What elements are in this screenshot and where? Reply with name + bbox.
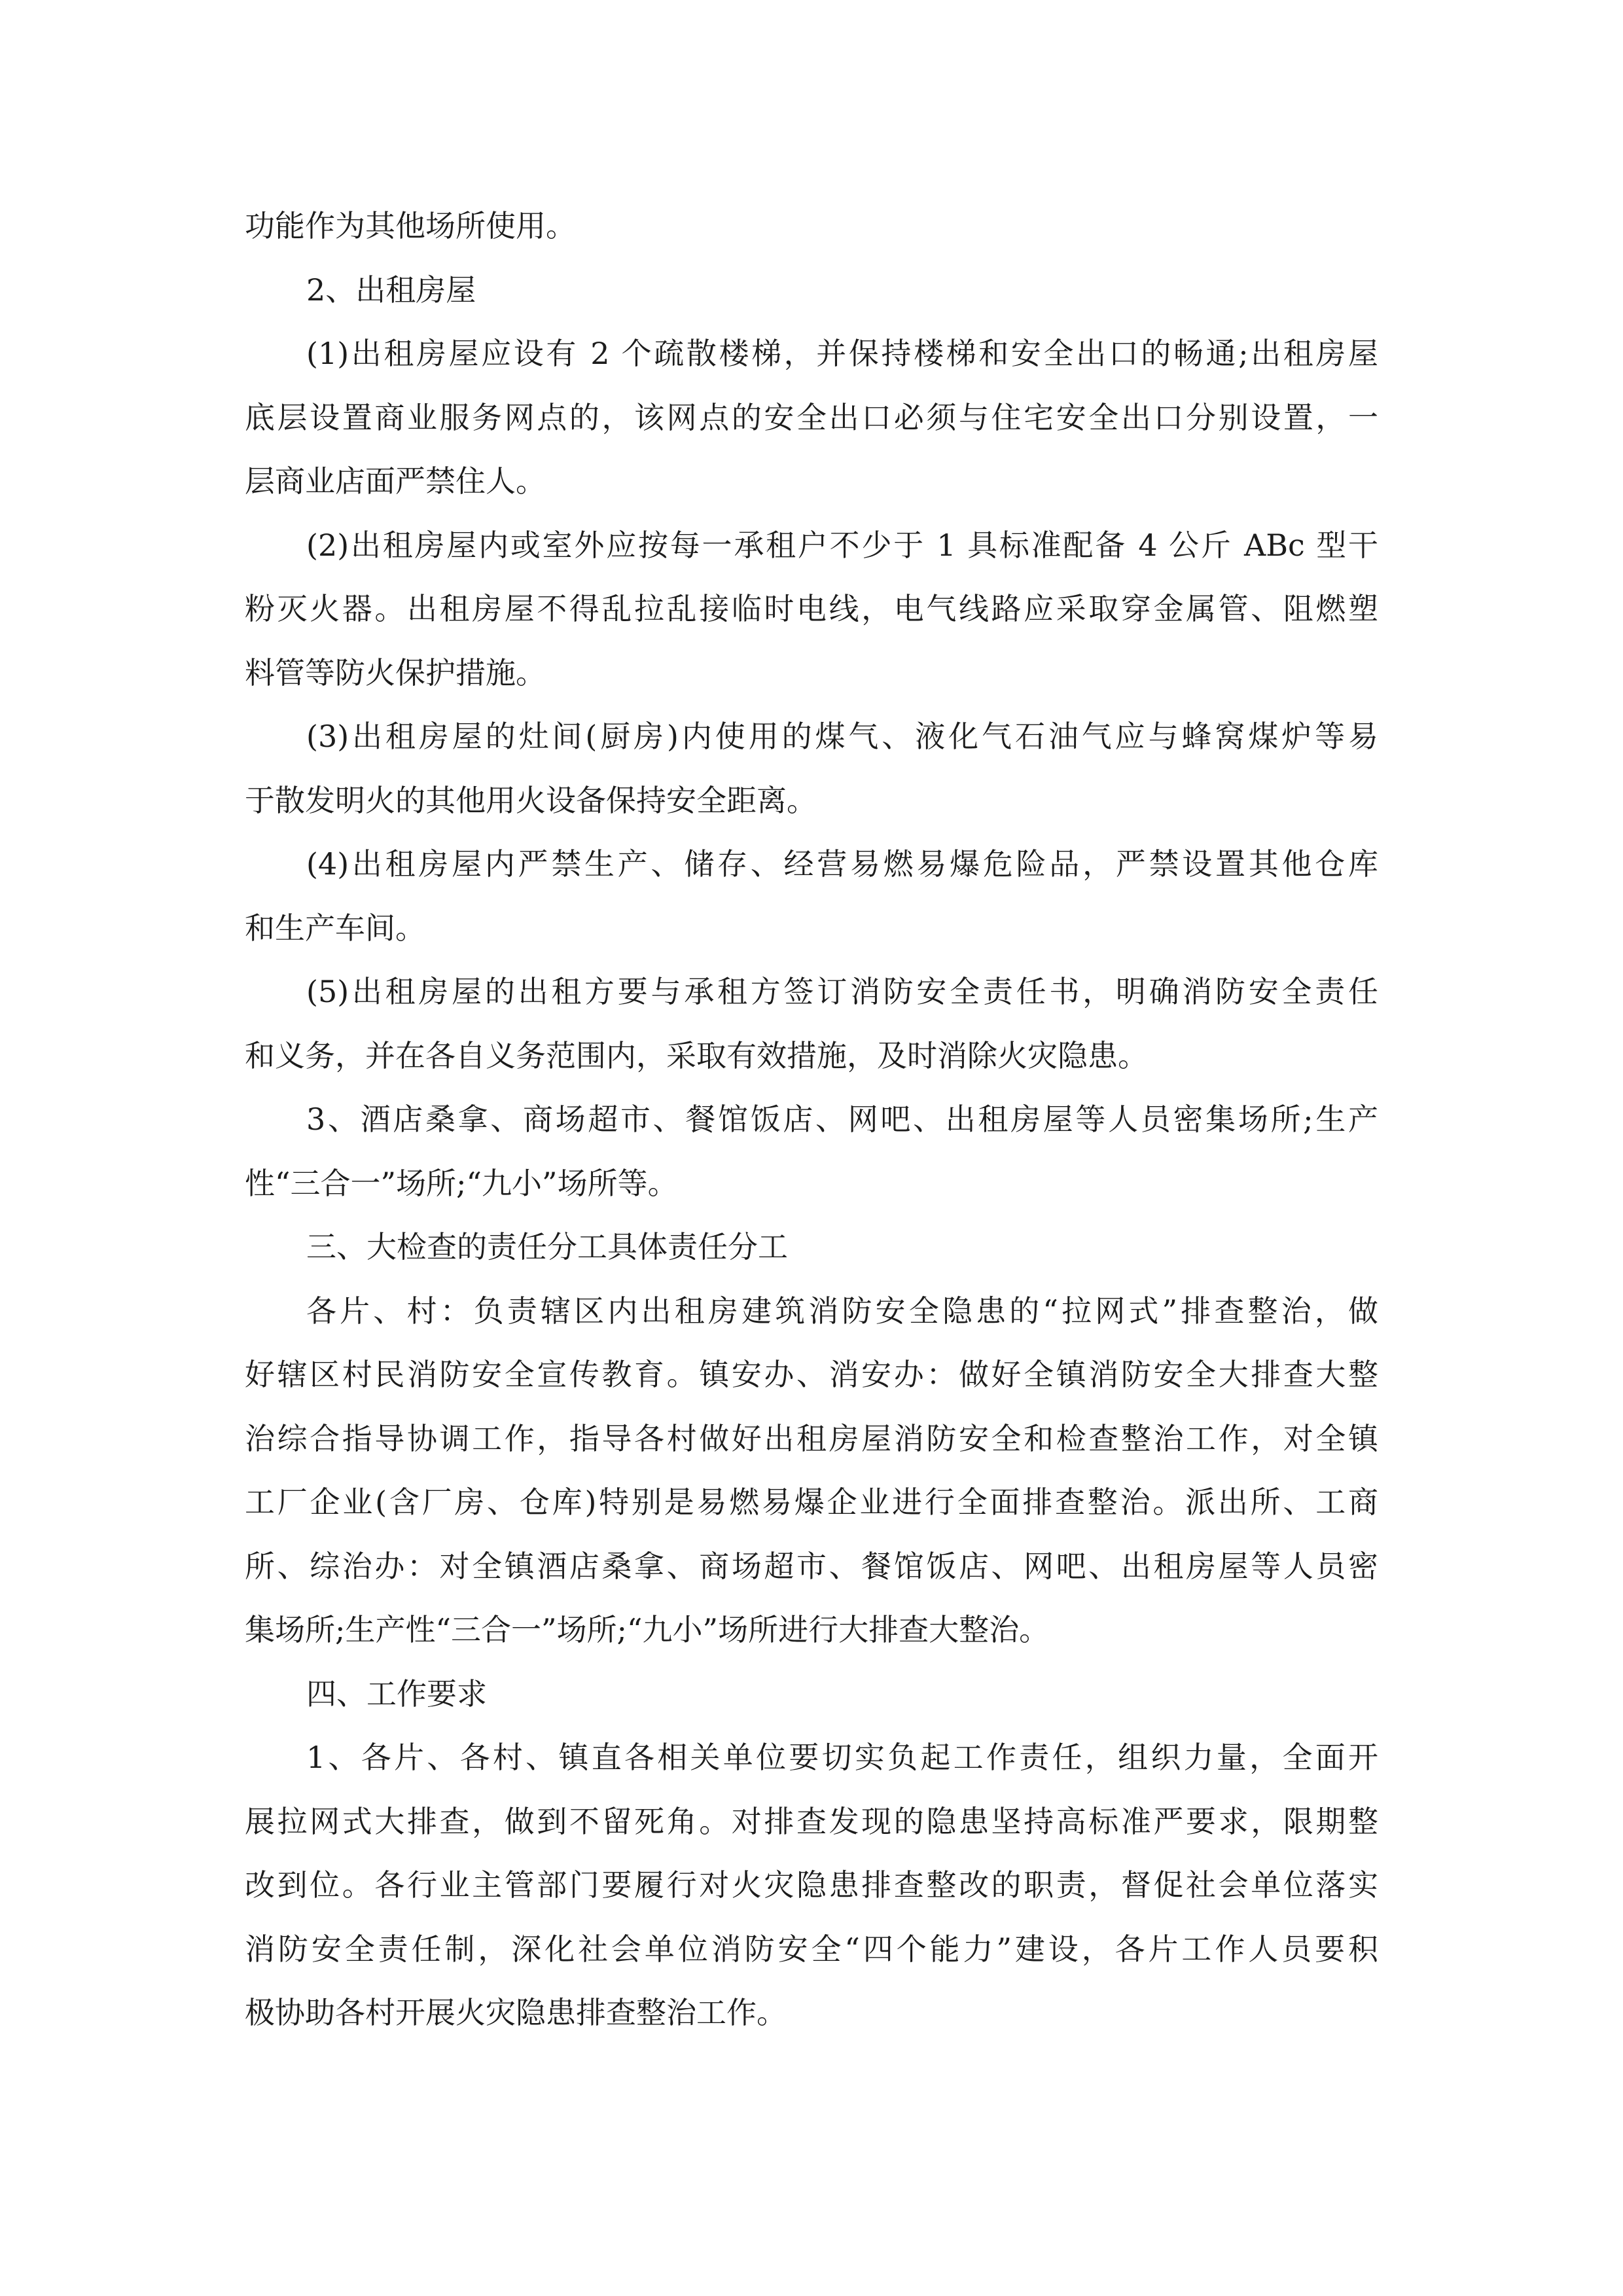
text-line: 各片、村：负责辖区内出租房建筑消防安全隐患的“拉网式”排查整治，做 (306, 1293, 1378, 1329)
text-line: 功能作为其他场所使用。 (245, 208, 576, 243)
text-line: 展拉网式大排查，做到不留死角。对排查发现的隐患坚持高标准严要求，限期整 (245, 1803, 1378, 1839)
text-line: 集场所;生产性“三合一”场所;“九小”场所进行大排查大整治。 (245, 1612, 1050, 1647)
text-line: 料管等防火保护措施。 (245, 655, 546, 691)
document-body (245, 194, 1378, 2045)
text-line: 消防安全责任制，深化社会单位消防安全“四个能力”建设，各片工作人员要积 (245, 1931, 1378, 1967)
text-line: 于散发明火的其他用火设备保持安全距离。 (245, 782, 817, 818)
text-line: (1)出租房屋应设有 2 个疏散楼梯，并保持楼梯和安全出口的畅通;出租房屋 (306, 336, 1378, 371)
text-line: (3)出租房屋的灶间(厨房)内使用的煤气、液化气石油气应与蜂窝煤炉等易 (306, 719, 1378, 754)
text-line: 和义务，并在各自义务范围内，采取有效措施，及时消除火灾隐患。 (245, 1037, 1148, 1073)
text-line: 粉灭火器。出租房屋不得乱拉乱接临时电线，电气线路应采取穿金属管、阻燃塑 (245, 591, 1378, 626)
text-line: 性“三合一”场所;“九小”场所等。 (245, 1165, 678, 1201)
text-line: 工厂企业(含厂房、仓库)特别是易燃易爆企业进行全面排查整治。派出所、工商 (245, 1484, 1378, 1520)
text-line: 3、酒店桑拿、商场超市、餐馆饭店、网吧、出租房屋等人员密集场所;生产 (306, 1102, 1378, 1137)
text-line: 所、综治办：对全镇酒店桑拿、商场超市、餐馆饭店、网吧、出租房屋等人员密 (245, 1548, 1378, 1584)
text-line: (2)出租房屋内或室外应按每一承租户不少于 1 具标准配备 4 公斤 ABc 型干 (306, 527, 1378, 563)
text-line: 1、各片、各村、镇直各相关单位要切实负起工作责任，组织力量，全面开 (306, 1740, 1378, 1775)
text-line: 治综合指导协调工作，指导各村做好出租房屋消防安全和检查整治工作，对全镇 (245, 1420, 1378, 1456)
text-line: 底层设置商业服务网点的，该网点的安全出口必须与住宅安全出口分别设置，一 (245, 399, 1378, 435)
text-line: (4)出租房屋内严禁生产、储存、经营易燃易爆危险品，严禁设置其他仓库 (306, 846, 1378, 882)
text-line: 改到位。各行业主管部门要履行对火灾隐患排查整改的职责，督促社会单位落实 (245, 1867, 1378, 1903)
text-line: 层商业店面严禁住人。 (245, 463, 546, 499)
text-line: 极协助各村开展火灾隐患排查整治工作。 (245, 1995, 787, 2030)
text-line: 好辖区村民消防安全宣传教育。镇安办、消安办：做好全镇消防安全大排查大整 (245, 1357, 1378, 1392)
text-line: 三、大检查的责任分工具体责任分工 (306, 1229, 788, 1265)
text-line: 和生产车间。 (245, 910, 425, 946)
text-line: (5)出租房屋的出租方要与承租方签订消防安全责任书，明确消防安全责任 (306, 974, 1378, 1009)
text-line: 2、出租房屋 (306, 272, 476, 308)
text-line: 四、工作要求 (306, 1676, 487, 1712)
